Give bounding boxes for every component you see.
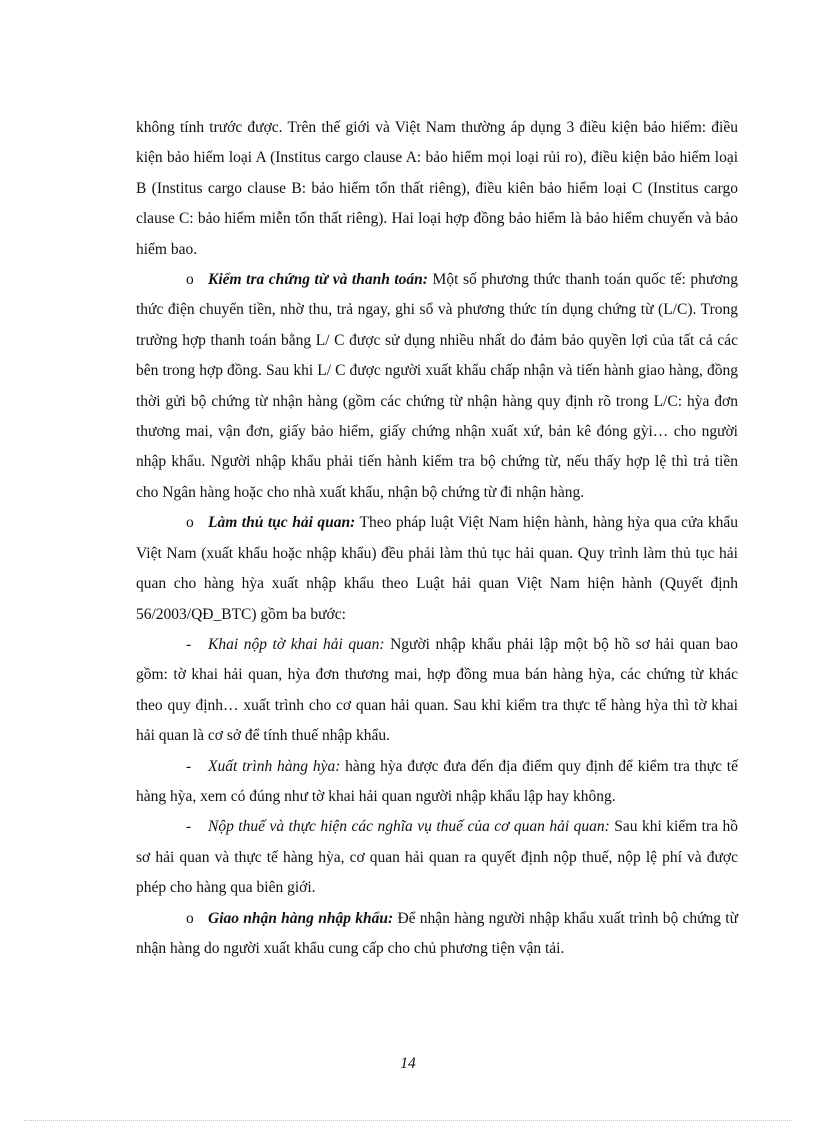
paragraph-text: Một số phương thức thanh toán quốc tế: phương thức điện chuyển tiền, nhờ thu, trả ngay, ghi sổ và phương thức tín dụng chứng từ (L/C). Trong trường hợp thanh toán bằng L/ C được sử dụng nhiều nhất do đảm bảo quyền lợi của tất cả các bên trong hợp đồng. Sau khi L/ C được người xuất khẩu chấp nhận và tiến hành giao hàng, đồng thời gửi bộ chứng từ nhận hàng (gồm các chứng từ nhận hàng quy định rõ trong L/C: hỳa đơn thương mai, vận đơn, giấy bảo hiểm, giấy chứng nhận xuất xứ, bản kê đóng gỳi… cho người nhập khẩu. Người nhập khẩu phải tiến hành kiểm tra bộ chứng từ, nếu thấy hợp lệ thì trả tiền cho Ngân hàng hoặc cho nhà xuất khẩu, nhận bộ chứng từ đi nhận hàng.	[136, 271, 738, 501]
section-heading: Kiểm tra chứng từ và thanh toán:	[208, 271, 428, 289]
section-heading: Làm thủ tục hải quan:	[208, 514, 356, 532]
step-heading: Nộp thuế và thực hiện các nghĩa vụ thuế của cơ quan hải quan:	[208, 818, 610, 836]
footer-divider	[24, 1120, 792, 1121]
paragraph-text: Để nhận hàng người nhập khẩu xuất trình bộ chứng từ nhận hàng do người xuất khẩu cung cấp cho chủ phương tiện vận tải.	[136, 909, 739, 957]
step-heading: Xuất trình hàng hỳa:	[208, 757, 341, 775]
paragraph-text: Sau khi kiểm tra hồ sơ hải quan và thực tế hàng hỳa, cơ quan hải quan ra quyết định nộp thuế, nộp lệ phí và được phép cho hàng qua biên giới.	[136, 818, 738, 897]
paragraph-text: Người nhập khẩu phải lập một bộ hồ sơ hải quan bao gồm: tờ khai hải quan, hỳa đơn thương mai, hợp đồng mua bán hàng hỳa, các chứng từ khác theo quy định… xuất trình cho cơ quan hải quan. Sau khi kiểm tra thực tế hàng hỳa thì tờ khai hải quan là cơ sở để tính thuế nhập khẩu.	[136, 635, 738, 745]
bullet-marker: o	[186, 514, 194, 532]
body-text	[136, 113, 738, 964]
dash-marker: -	[186, 757, 192, 775]
paragraph-text: không tính trước được. Trên thế giới và Việt Nam thường áp dụng 3 điều kiện bảo hiểm: điều kiện bảo hiểm loại A (Institus cargo clause A: bảo hiểm mọi loại rủi ro), điều kiện bảo hiểm loại B (Institus cargo clause B: bảo hiểm tổn thất riêng), điều kiên bảo hiểm loại C (Institus cargo clause C: bảo hiểm miễn tổn thất riêng). Hai loại hợp đồng bảo hiểm là bảo hiểm chuyến và bảo hiểm bao.	[136, 119, 738, 258]
dash-marker: -	[186, 635, 192, 653]
paragraph-text: hàng hỳa được đưa đến địa điểm quy định để kiểm tra thực tế hàng hỳa, xem có đúng như tờ khai hải quan người nhập khẩu lập hay không.	[136, 757, 738, 805]
page-number: 14	[400, 1055, 416, 1072]
paragraph-insurance-conditions	[136, 113, 738, 265]
paragraph-import-receipt	[136, 904, 738, 965]
paragraph-customs-declaration	[136, 630, 738, 752]
paragraph-text: Theo pháp luật Việt Nam hiện hành, hàng hỳa qua cửa khẩu Việt Nam (xuất khẩu hoặc nhập khẩu) đều phải làm thủ tục hải quan. Quy trình làm thủ tục hải quan cho hàng hỳa xuất nhập khẩu theo Luật hải quan Việt Nam hiện hành (Quyết định 56/2003/QĐ_BTC) gồm ba bước:	[136, 514, 738, 623]
paragraph-tax-payment	[136, 812, 738, 903]
paragraph-goods-presentation	[136, 752, 738, 813]
bullet-marker: o	[186, 909, 194, 927]
step-heading: Khai nộp tờ khai hải quan:	[208, 635, 385, 653]
paragraph-document-check-payment	[136, 265, 738, 508]
bullet-marker: o	[186, 271, 194, 289]
paragraph-customs-procedures	[136, 508, 738, 630]
dash-marker: -	[186, 818, 192, 836]
section-heading: Giao nhận hàng nhập khẩu:	[208, 909, 394, 927]
